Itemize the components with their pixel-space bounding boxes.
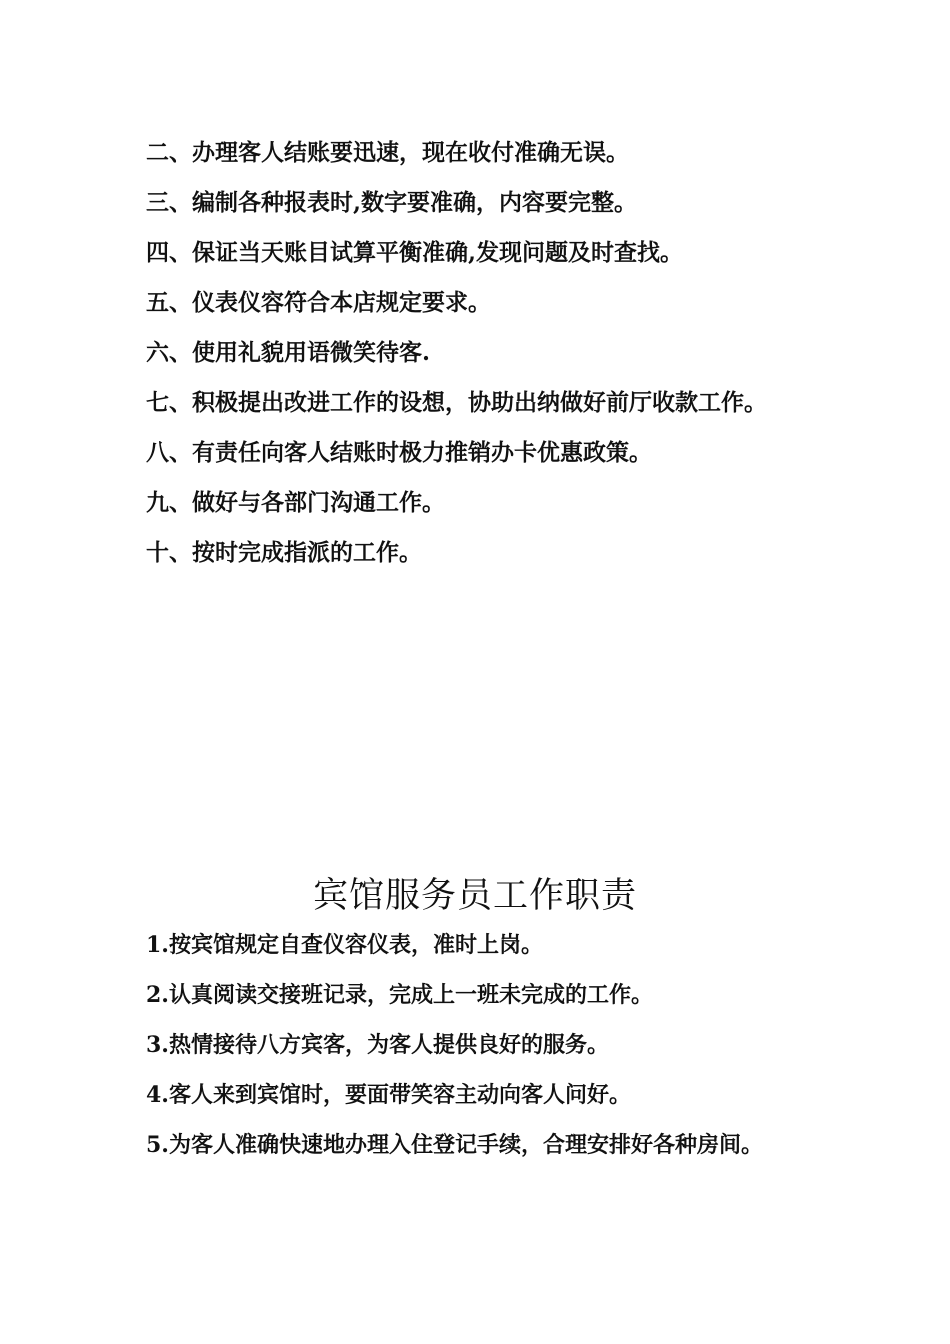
list-item: 三、编制各种报表时,数字要准确，内容要完整。 bbox=[146, 189, 638, 216]
list-item: 八、有责任向客人结账时极力推销办卡优惠政策。 bbox=[146, 439, 652, 466]
list-item: 六、使用礼貌用语微笑待客. bbox=[146, 339, 431, 366]
list-item: 5.为客人准确快速地办理入住登记手续，合理安排好各种房间。 bbox=[146, 1132, 763, 1158]
list-item: 十、按时完成指派的工作。 bbox=[146, 539, 422, 566]
list-item: 七、积极提出改进工作的设想，协助出纳做好前厅收款工作。 bbox=[146, 389, 767, 416]
list-item: 四、保证当天账目试算平衡准确,发现问题及时查找。 bbox=[146, 239, 684, 266]
list-item: 二、办理客人结账要迅速，现在收付准确无误。 bbox=[146, 139, 629, 166]
duty-list-hotel-staff bbox=[146, 920, 806, 1170]
list-item: 1.按宾馆规定自查仪容仪表，准时上岗。 bbox=[146, 932, 543, 958]
list-item: 五、仪表仪容符合本店规定要求。 bbox=[146, 289, 491, 316]
section-title: 宾馆服务员工作职责 bbox=[312, 876, 637, 916]
list-item: 3.热情接待八方宾客，为客人提供良好的服务。 bbox=[146, 1032, 609, 1058]
list-item: 4.客人来到宾馆时，要面带笑容主动向客人问好。 bbox=[146, 1082, 631, 1108]
list-item: 九、做好与各部门沟通工作。 bbox=[146, 489, 445, 516]
duty-list-cashier bbox=[146, 128, 806, 578]
list-item: 2.认真阅读交接班记录，完成上一班未完成的工作。 bbox=[146, 982, 653, 1008]
